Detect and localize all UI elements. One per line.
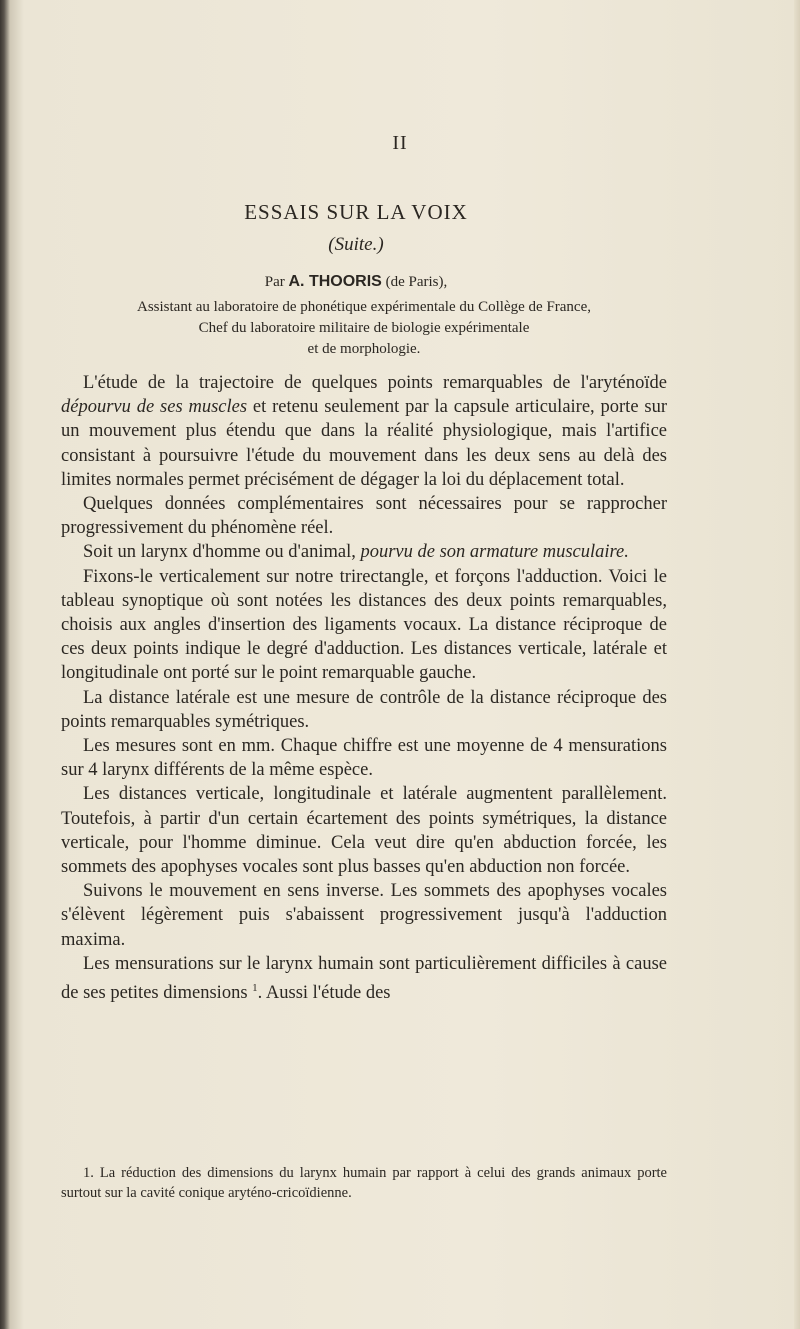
byline-prefix: Par — [264, 274, 285, 290]
affiliation-line: Assistant au laboratoire de phonétique expérimentale du Collège de France, — [136, 299, 591, 315]
article-body — [61, 371, 667, 1005]
paragraph-text: Les mensurations sur le larynx humain sont particulièrement difficiles à cause de ses petites dimensions — [61, 953, 667, 1004]
byline — [0, 273, 712, 291]
emphasis-text: pourvu de son armature musculaire. — [360, 542, 629, 563]
paragraph: Fixons-le verticalement sur notre trirectangle, et forçons l'adduction. Voici le tableau synoptique où sont notées les distances des deux points remarquables, choisis aux angles d'insertion des ligaments vocaux. La distance réciproque de ces deux points indique le degré d'adduction. Les distances verticale, latérale et longitudinale ont porté sur le point remarquable gauche. — [61, 566, 667, 684]
page-edge — [794, 0, 800, 1329]
paragraph: Quelques données complémentaires sont nécessaires pour se rapprocher progressivement du phénomène réel. — [61, 494, 667, 539]
paragraph: Les distances verticale, longitudinale et latérale augmentent parallèlement. Toutefois, à partir d'un certain écartement des points symétriques, la distance verticale, pour l'homme diminue. Cela veut dire qu'en abduction forcée, les sommets des apophyses vocales sont plus basses qu'en abduction non forcée. — [61, 784, 667, 878]
footnote-marker: 1. — [83, 1165, 94, 1181]
affiliation-line: Chef du laboratoire militaire de biologie expérimentale — [198, 320, 530, 336]
article-subtitle: (Suite.) — [328, 234, 384, 255]
paragraph — [61, 952, 667, 1006]
paragraph-text: . Aussi l'étude des — [257, 983, 391, 1004]
footnote-ref: 1 — [252, 982, 258, 995]
paragraph: La distance latérale est une mesure de contrôle de la distance réciproque des points remarquables symétriques. — [61, 687, 667, 732]
author-origin: (de Paris), — [385, 274, 448, 290]
paragraph-text: Soit un larynx d'homme ou d'animal, — [83, 542, 361, 563]
paragraph: Suivons le mouvement en sens inverse. Les sommets des apophyses vocales s'élèvent légèrement puis s'abaissent progressivement jusqu'à l'adduction maxima. — [61, 881, 667, 950]
author-name: A. THOORIS — [288, 273, 382, 290]
paragraph-text: L'étude de la trajectoire de quelques points remarquables de l'aryténoïde — [83, 373, 667, 393]
paragraph — [61, 371, 667, 492]
affiliation-line: et de morphologie. — [307, 341, 421, 357]
chapter-number: II — [392, 132, 408, 154]
footnote — [61, 1163, 667, 1203]
article-title: ESSAIS SUR LA VOIX — [244, 200, 468, 224]
emphasis-text: dépourvu de ses muscles — [61, 397, 248, 418]
footnote-text — [61, 1163, 667, 1203]
footnote-body: La réduction des dimensions du larynx humain par rapport à celui des grands animaux porte surtout sur la cavité conique aryténo-cricoïdienne. — [61, 1165, 667, 1201]
paragraph-text: et retenu seulement par la capsule articulaire, porte sur un mouvement plus étendu que dans la réalité physiologique, mais l'artifice consistant à poursuivre l'étude du mouvement dans les deux sens au delà des limites normales permet précisément de dégager la loi du déplacement total. — [61, 397, 667, 490]
paragraph: Les mesures sont en mm. Chaque chiffre est une moyenne de 4 mensurations sur 4 larynx différents de la même espèce. — [61, 736, 667, 781]
paragraph — [61, 540, 667, 564]
